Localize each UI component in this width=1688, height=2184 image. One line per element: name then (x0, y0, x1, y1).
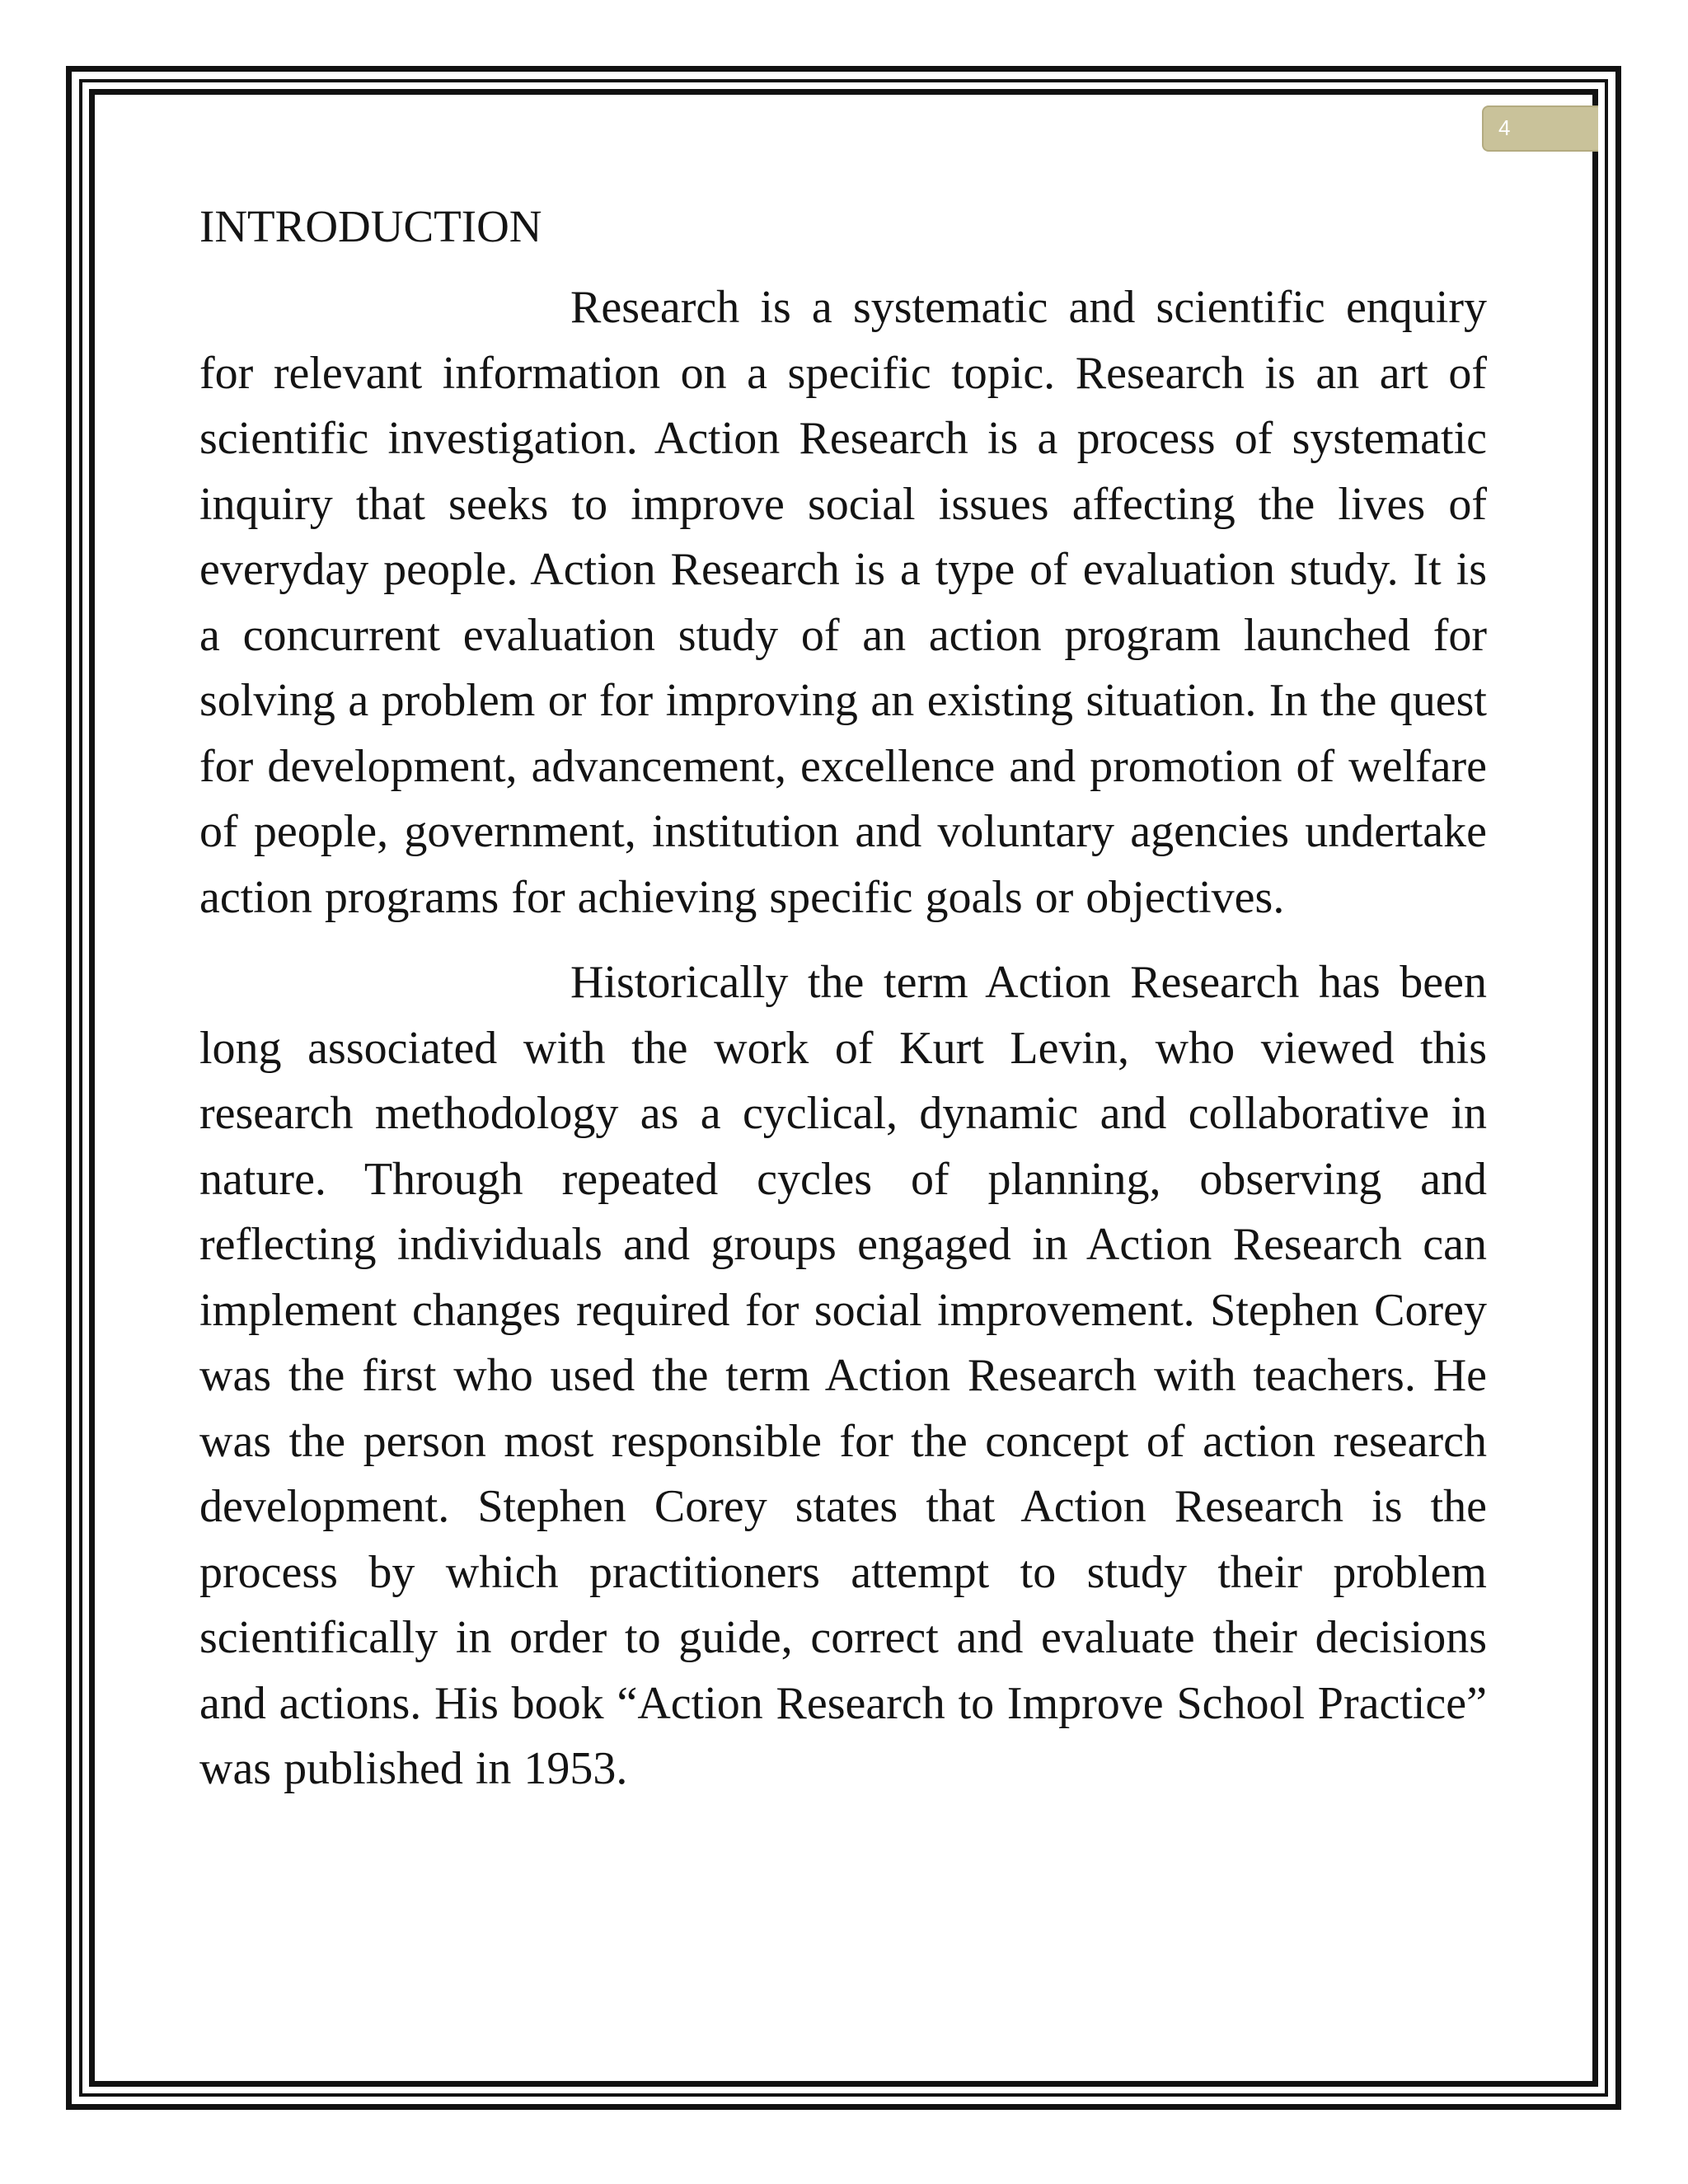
section-heading: INTRODUCTION (199, 201, 542, 251)
paragraph-history: Historically the term Action Research has been long associated with the work of Kurt Levin, who viewed this research methodology as a cyclical, dynamic and collaborative in nature. Through repeated cycles of planning, observing and reflecting individuals and groups engaged in Action Research can implement changes required for social improvement. Stephen Corey was the first who used the term Action Research with teachers. He was the person most responsible for the concept of action research development. Stephen Corey states that Action Research is the process by which practitioners attempt to study their problem scientifically in order to guide, correct and evaluate their decisions and actions. His book “Action Research to Improve School Practice” was published in 1953. (199, 957, 1487, 1794)
page-number: 4 (1498, 115, 1511, 140)
paragraph-introduction: Research is a systematic and scientific enquiry for relevant information on a specific topic. Research is an art of scientific investigation. Action Research is a process of systematic inquiry that seeks to improve social issues affecting the lives of everyday people. Action Research is a type of evaluation study. It is a concurrent evaluation study of an action program launched for solving a problem or for improving an existing situation. In the quest for development, advancement, excellence and promotion of welfare of people, government, institution and voluntary agencies undertake action programs for achieving specific goals or objectives. (199, 282, 1487, 923)
page-number-tab (1482, 105, 1598, 152)
document-body (199, 198, 1487, 1822)
